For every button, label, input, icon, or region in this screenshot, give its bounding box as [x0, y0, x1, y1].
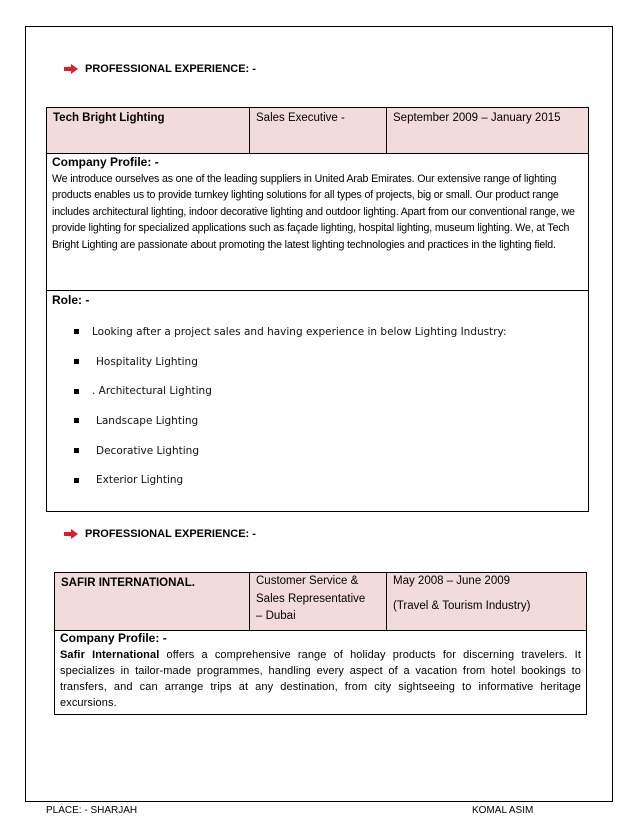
- experience-header-row: [47, 108, 589, 154]
- list-item: . Architectural Lighting: [52, 376, 583, 406]
- role-row: [47, 291, 589, 512]
- job-title: Sales Executive -: [250, 108, 387, 154]
- list-item: Hospitality Lighting: [52, 347, 583, 377]
- list-item: Looking after a project sales and having experience in below Lighting Industry:: [52, 317, 583, 347]
- company-profile-text: Safir International offers a comprehensive range of holiday products for discerning travelers. It specializes in tailor-made programmes, handling every aspect of a vacation from hotel bookings to transfers, and can arrange trips at any destination, from city sightseeing to informative heritage excursions.: [60, 649, 581, 709]
- section-heading-text: PROFESSIONAL EXPERIENCE: -: [85, 63, 256, 75]
- employment-period: September 2009 – January 2015: [387, 108, 589, 154]
- section-heading: [64, 61, 256, 77]
- company-profile-text: We introduce ourselves as one of the leading suppliers in United Arab Emirates. Our extensive range of lighting products enables us to provide turnkey lighting solutions for all types of projects, big or small. Our product range includes architectural lighting, indoor decorative lighting and outdoor lighting. Apart from our conventional range, we provide lighting for specialized applications such as façade lighting, hospital lighting, museum lighting. We, at Tech Bright Lighting are passionate about promoting the latest lighting technologies and practices in the lighting field.: [52, 173, 575, 251]
- experience-table: [46, 107, 589, 512]
- employment-period: May 2008 – June 2009 (Travel & Tourism Industry): [387, 573, 587, 631]
- footer-place: PLACE: - SHARJAH: [46, 805, 138, 816]
- bullet-icon: [74, 329, 79, 334]
- company-profile-row: [47, 154, 589, 291]
- company-name: Tech Bright Lighting: [47, 108, 250, 154]
- experience-table: [54, 572, 587, 715]
- bullet-icon: [74, 448, 79, 453]
- bullet-icon: [74, 418, 79, 423]
- list-item: Decorative Lighting: [52, 436, 583, 466]
- footer-name: KOMAL ASIM: [472, 805, 534, 816]
- section-heading: [64, 526, 256, 542]
- company-profile-row: [55, 631, 587, 715]
- bullet-icon: [74, 389, 79, 394]
- company-name: SAFIR INTERNATIONAL.: [55, 573, 250, 631]
- section-heading-text: PROFESSIONAL EXPERIENCE: -: [85, 528, 256, 540]
- list-item: Landscape Lighting: [52, 406, 583, 436]
- job-title: Customer Service & Sales Representative – Dubai: [250, 573, 387, 631]
- arrow-right-icon: [64, 64, 78, 74]
- company-profile-label: Company Profile: -: [52, 155, 159, 169]
- experience-header-row: [55, 573, 587, 631]
- list-item: Exterior Lighting: [52, 465, 583, 495]
- role-label: Role: -: [52, 293, 90, 307]
- industry-label: (Travel & Tourism Industry): [393, 600, 531, 612]
- company-profile-label: Company Profile: -: [60, 631, 167, 645]
- bullet-icon: [74, 478, 79, 483]
- role-list: [52, 317, 583, 495]
- bullet-icon: [74, 359, 79, 364]
- arrow-right-icon: [64, 529, 78, 539]
